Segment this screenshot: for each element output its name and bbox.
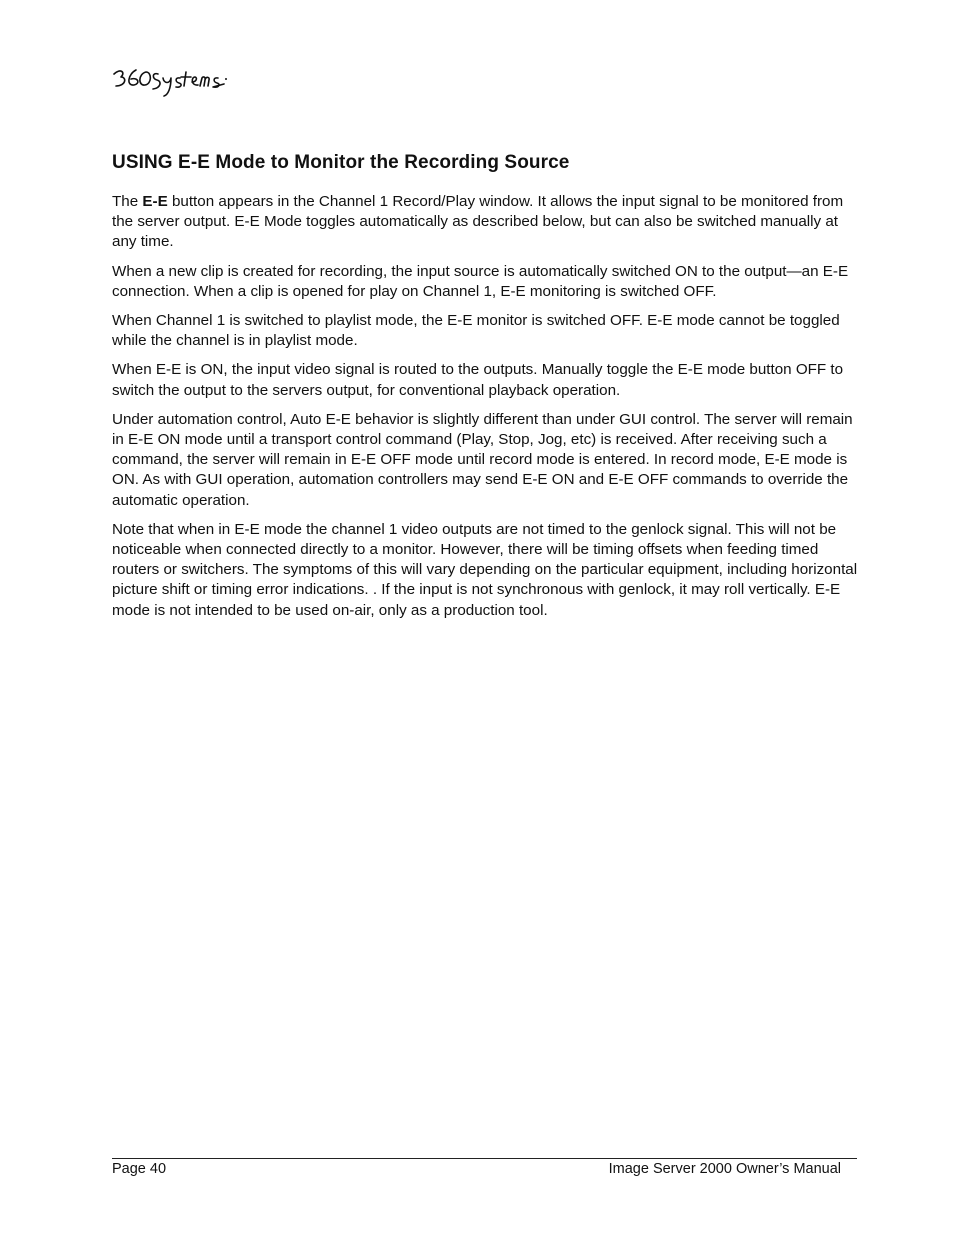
- brand-logo-icon: [110, 62, 230, 102]
- body-content: [112, 192, 864, 630]
- manual-title: Image Server 2000 Owner’s Manual: [608, 1161, 841, 1177]
- section-title: USING E-E Mode to Monitor the Recording Source: [112, 152, 570, 173]
- paragraph-lead-prefix: The: [112, 193, 143, 210]
- paragraph-text: button appears in the Channel 1 Record/Play window. It allows the input signal to be monitored from the server output. E-E Mode toggles automatically as described below, but can also be switched manually at any time.: [112, 193, 844, 251]
- paragraph-playlist-mode: When Channel 1 is switched to playlist mode, the E-E monitor is switched OFF. E-E mode cannot be toggled while the channel is in playlist mode.: [112, 312, 840, 350]
- paragraph-new-clip: When a new clip is created for recording, the input source is automatically switched ON to the output—an E-E connection. When a clip is opened for play on Channel 1, E-E monitoring is switched OFF.: [112, 262, 849, 300]
- ee-term: E-E: [142, 193, 168, 210]
- paragraph-ee-on: When E-E is ON, the input video signal is routed to the outputs. Manually toggle the E-E mode button OFF to switch the output to the servers output, for conventional playback operation.: [112, 361, 844, 399]
- footer-divider: [112, 1158, 857, 1159]
- paragraph-automation: Under automation control, Auto E-E behavior is slightly different than under GUI control. The server will remain in E-E ON mode until a transport control command (Play, Stop, Jog, etc) is received. After receiving such a command, the server will remain in E-E OFF mode until record mode is entered. In record mode, E-E mode is ON. As with GUI operation, automation controllers may send E-E ON and E-E OFF commands to override the automatic operation.: [112, 410, 853, 509]
- paragraph-genlock-note: Note that when in E-E mode the channel 1 video outputs are not timed to the genlock signal. This will not be noticeable when connected directly to a monitor. However, there will be timing offsets when feeding timed routers or switchers. The symptoms of this will vary depending on the particular equipment, including horizontal picture shift or timing error indications. . If the input is not synchronous with genlock, it may roll vertically. E-E mode is not intended to be used on-air, only as a production tool.: [112, 520, 858, 619]
- page-number: Page 40: [112, 1161, 167, 1177]
- paragraph-ee-button: [112, 192, 864, 253]
- brand-logo: [110, 62, 230, 102]
